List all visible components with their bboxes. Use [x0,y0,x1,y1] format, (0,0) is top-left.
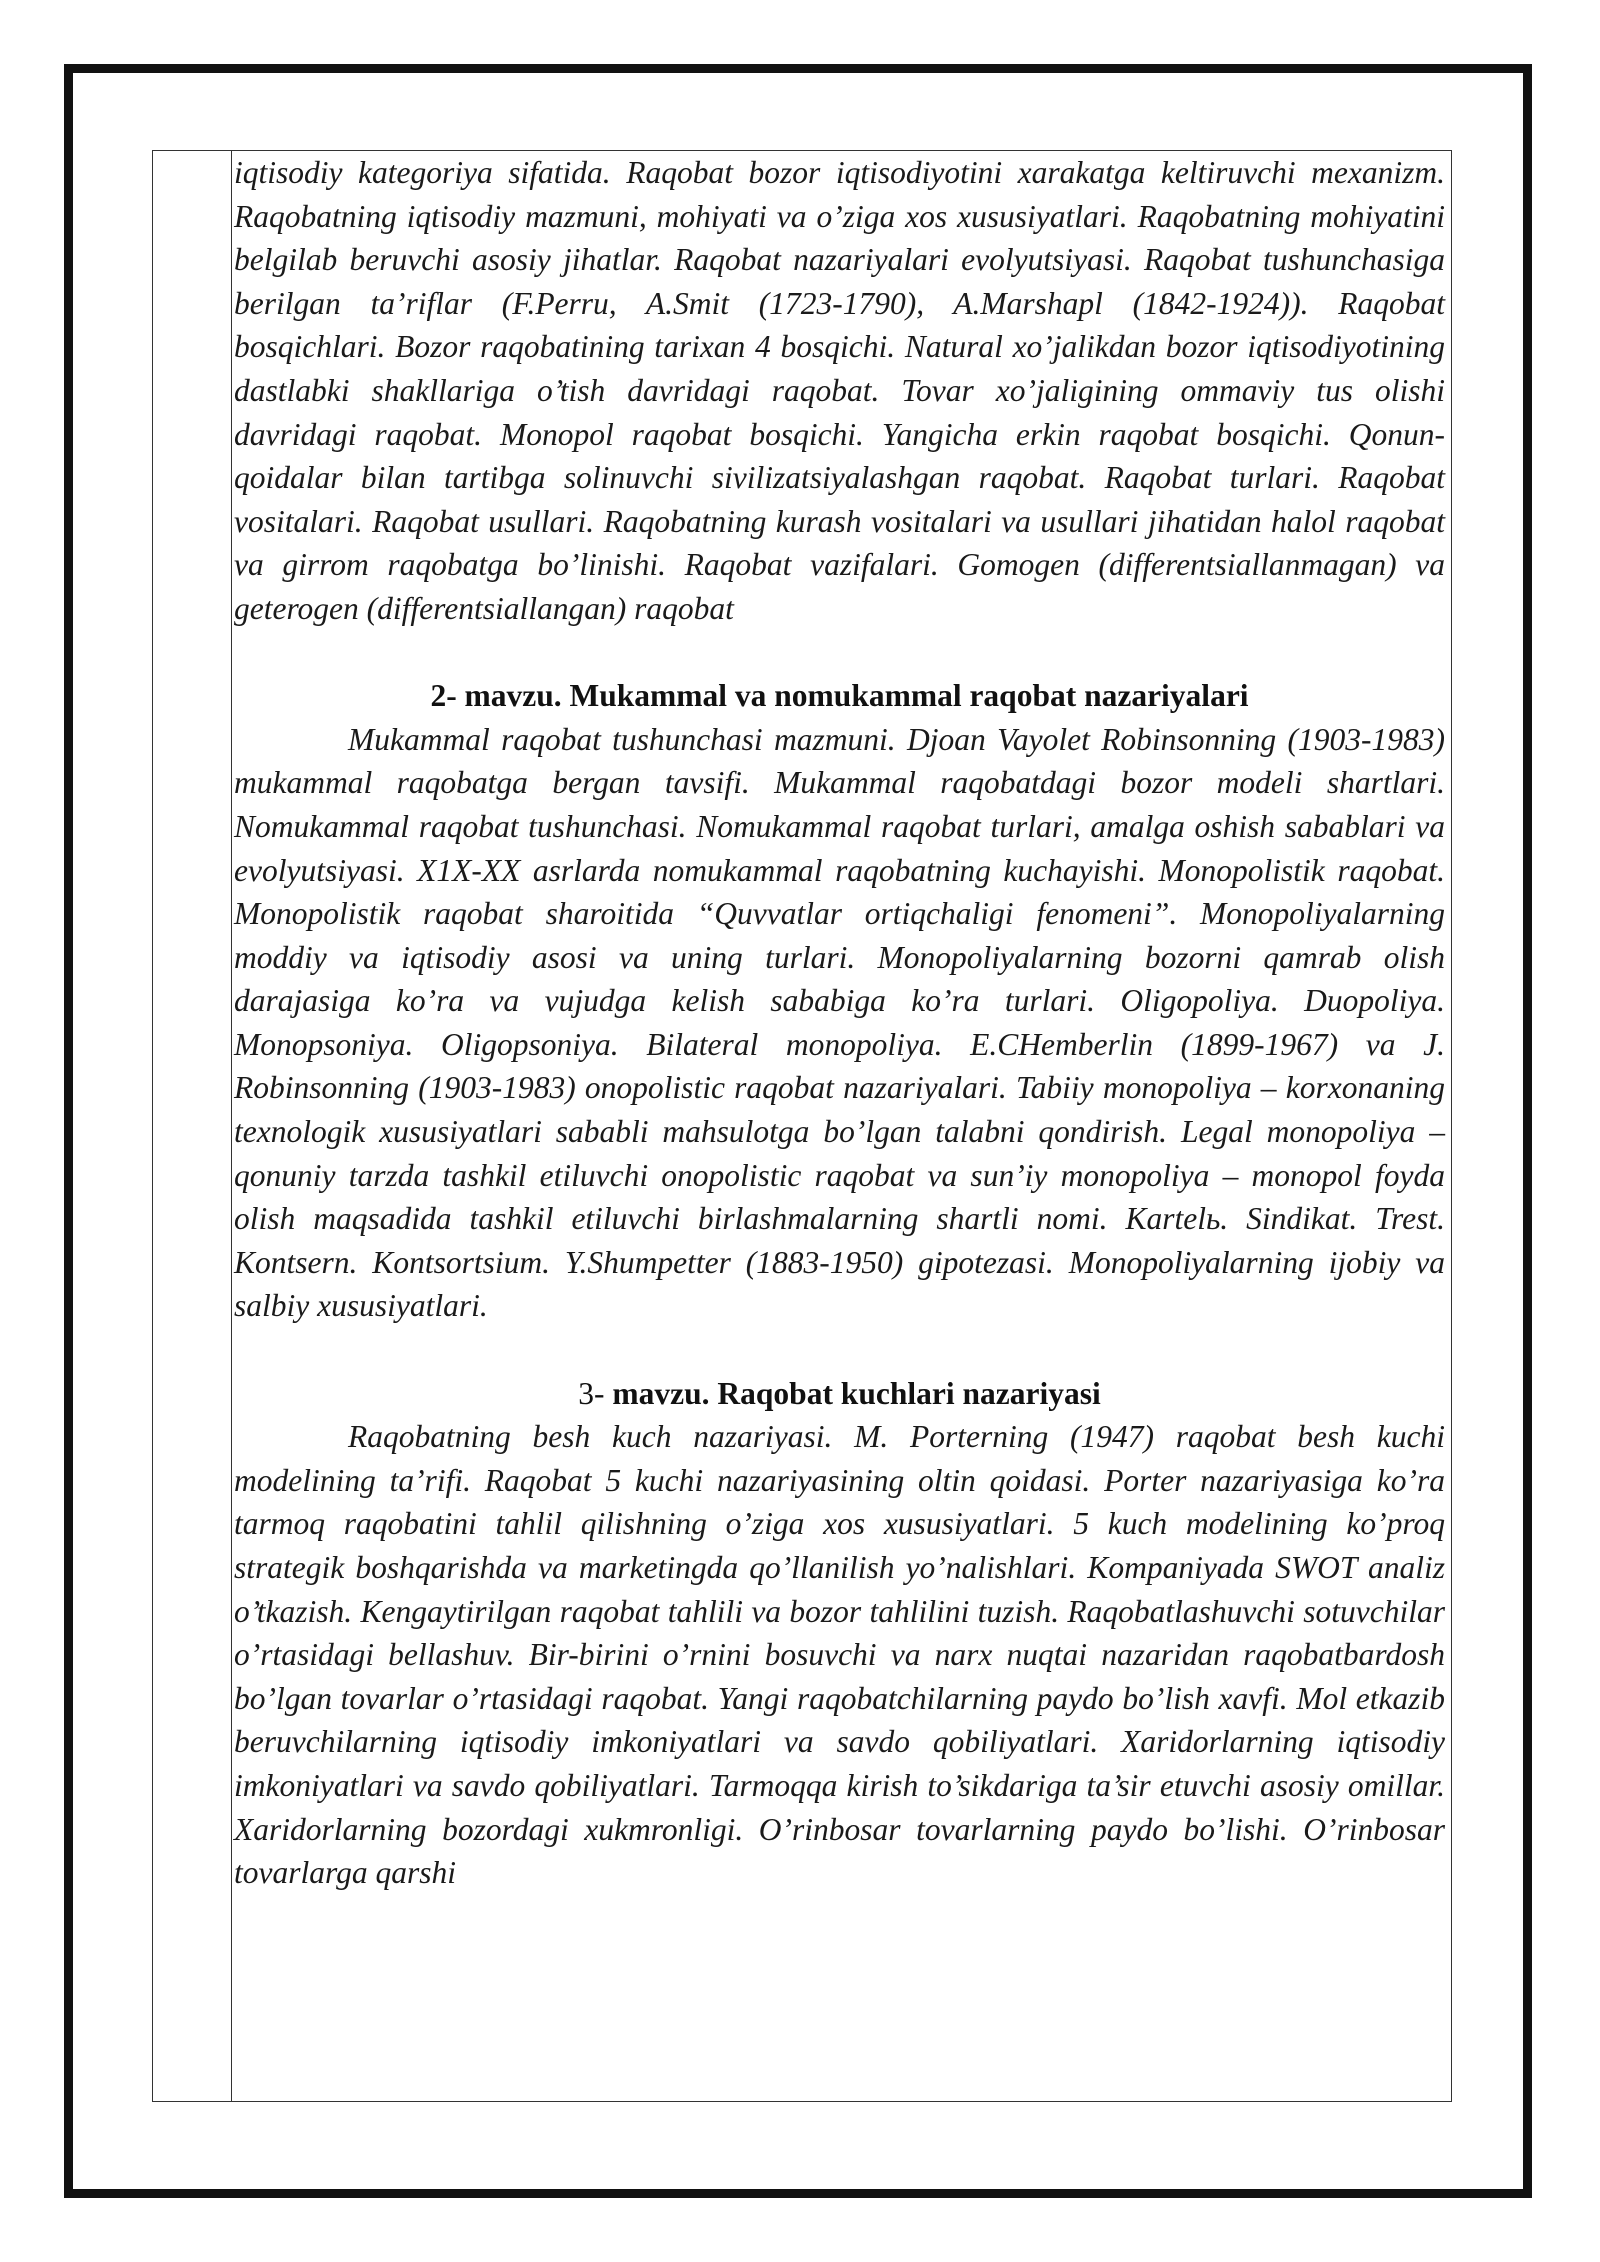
section-2-heading: 2- mavzu. Mukammal va nomukammal raqobat nazariyalari [430,678,1249,714]
section-3-heading [234,1372,1445,1416]
section-spacer [234,631,1445,675]
section-spacer [234,1328,1445,1372]
section-1-body: iqtisodiy kategoriya sifatida. Raqobat bozor iqtisodiyotini xarakatga keltiruvchi mexanizm. Raqobatning iqtisodiy mazmuni, mohiyati va o’ziga xos xususiyatlari. Raqobatning mohiyatini belgilab beruvchi asosiy jihatlar. Raqobat nazariyalari evolyutsiyasi. Raqobat tushunchasiga berilgan ta’riflar (F.Perru, A.Smit (1723-1790), A.Marshapl (1842-1924)). Raqobat bosqichlari. Bozor raqobatining tarixan 4 bosqichi. Natural xo’jalikdan bozor iqtisodiyotining dastlabki shakllariga o’tish davridagi raqobat. Tovar xo’jaligining ommaviy tus olishi davridagi raqobat. Monopol raqobat bosqichi. Yangicha erkin raqobat bosqichi. Qonun-qoidalar bilan tartibga solinuvchi sivilizatsiyalashgan raqobat. Raqobat turlari. Raqobat vositalari. Raqobat usullari. Raqobatning kurash vositalari va usullari jihatidan halol raqobat va girrom raqobatga bo’linishi. Raqobat vazifalari. Gomogen (differentsiallanmagan) va geterogen (differentsiallangan) raqobat [234,155,1445,626]
section-3-body: Raqobatning besh kuch nazariyasi. M. Porterning (1947) raqobat besh kuchi modelining ta’rifi. Raqobat 5 kuchi nazariyasining oltin qoidasi. Porter nazariyasiga ko’ra tarmoq raqobatini tahlil qilishning o’ziga xos xususiyatlari. 5 kuch modelining ko’proq strategik boshqarishda va marketingda qo’llanilish yo’nalishlari. Kompaniyada SWOT analiz o’tkazish. Kengaytirilgan raqobat tahlili va bozor tahlilini tuzish. Raqobatlashuvchi sotuvchilar o’rtasidagi bellashuv. Bir-birini o’rnini bosuvchi va narx nuqtai nazaridan raqobatbardosh bo’lgan tovarlar o’rtasidagi raqobat. Yangi raqobatchilarning paydo bo’lish xavfi. Mol etkazib beruvchilarning iqtisodiy imkoniyatlari va savdo qobiliyatlari. Xaridorlarning iqtisodiy imkoniyatlari va savdo qobiliyatlari. Tarmoqqa kirish to’sikdariga ta’sir etuvchi asosiy omillar. Xaridorlarning bozordagi xukmronligi. O’rinbosar tovarlarning paydo bo’lishi. O’rinbosar tovarlarga qarshi [234,1419,1445,1891]
column-divider [231,151,232,2101]
table-content-cell [234,151,1445,1895]
syllabus-table [152,150,1452,2102]
section-3-heading-text: mavzu. Raqobat kuchlari nazariyasi [604,1375,1101,1411]
section-3-heading-number: 3- [578,1375,605,1411]
section-2-body: Mukammal raqobat tushunchasi mazmuni. Djoan Vayolet Robinsonning (1903-1983) mukammal raqobatga bergan tavsifi. Mukammal raqobatdagi bozor modeli shartlari. Nomukammal raqobat tushunchasi. Nomukammal raqobat turlari, amalga oshish sabablari va evolyutsiyasi. X1X-XX asrlarda nomukammal raqobatning kuchayishi. Monopolistik raqobat. Monopolistik raqobat sharoitida “Quvvatlar ortiqchaligi fenomeni”. Monopoliyalarning moddiy va iqtisodiy asosi va uning turlari. Monopoliyalarning bozorni qamrab olish darajasiga ko’ra va vujudga kelish sababiga ko’ra turlari. Oligopoliya. Duopoliya. Monopsoniya. Oligopsoniya. Bilateral monopoliya. E.CHemberlin (1899-1967) va J. Robinsonning (1903-1983) onopolistic raqobat nazariyalari. Tabiiy monopoliya – korxonaning texnologik xususiyatlari sababli mahsulotga bo’lgan talabni qondirish. Legal monopoliya – qonuniy tarzda tashkil etiluvchi onopolistic raqobat va sun’iy monopoliya – monopol foyda olish maqsadida tashkil etiluvchi birlashmalarning shartli nomi. Kartelь. Sindikat. Trest. Kontsern. Kontsortsium. Y.Shumpetter (1883-1950) gipotezasi. Monopoliyalarning ijobiy va salbiy xususiyatlari. [234,721,1445,1324]
